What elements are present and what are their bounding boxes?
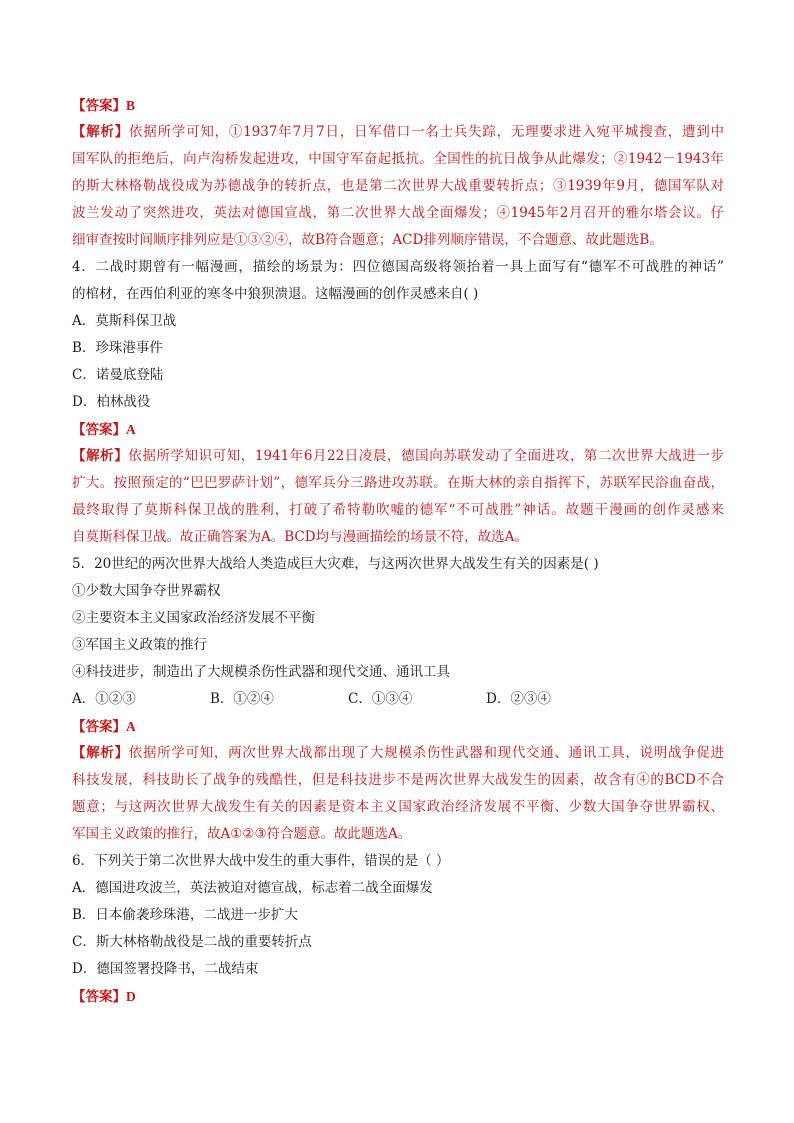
analysis-tag: 【解析】	[72, 745, 129, 761]
option-d: D．②③④	[486, 691, 551, 707]
answer-line	[72, 92, 724, 119]
option-b: B．①②④	[210, 691, 274, 707]
option-c: C．斯大林格勒战役是二战的重要转折点	[72, 934, 312, 950]
statement-item: ②主要资本主义国家政治经济发展不平衡	[72, 610, 315, 626]
analysis-line: 扩大。按照预定的“巴巴罗萨计划”，德军兵分三路进攻苏联。在斯大林的亲自指挥下，苏联军民浴血奋战，	[72, 475, 724, 491]
answer-line	[72, 416, 724, 443]
option-b: B．珍珠港事件	[72, 340, 163, 356]
answer-value: A	[126, 422, 136, 437]
analysis-line: 波兰发动了突然进攻，英法对德国宣战，第二次世界大战全面爆发；④1945年2月召开的雅尔塔会议。仔	[72, 205, 724, 221]
analysis-line: 的斯大林格勒战役成为苏德战争的转折点，也是第二次世界大战重要转折点；③1939年9月，德国军队对	[72, 178, 724, 194]
analysis-line: 科技发展，科技助长了战争的残酷性，但是科技进步不是两次世界大战发生的因素，故含有④的BCD不合	[72, 772, 724, 788]
option-c: C．诺曼底登陆	[72, 367, 164, 383]
analysis-line: 题意；与这两次世界大战发生有关的因素是资本主义国家政治经济发展不平衡、少数大国争夺世界霸权、	[72, 799, 724, 815]
answer-line	[72, 983, 724, 1010]
answer-tag: 【答案】	[72, 989, 126, 1005]
question-stem: 4．二战时期曾有一幅漫画，描绘的场景为：四位德国高级将领抬着一具上面写有“德军不可战胜的神话”	[72, 259, 724, 275]
analysis-line: 军国主义政策的推行，故A①②③符合题意。故此题选A。	[72, 826, 412, 842]
analysis-text: 依据所学知识可知，1941年6月22日凌晨，德国向苏联发动了全面进攻，第二次世界大战进一步	[128, 448, 725, 464]
analysis-text: 依据所学可知，两次世界大战都出现了大规模杀伤性武器和现代交通、通讯工具，说明战争促进	[128, 745, 725, 761]
analysis-tag: 【解析】	[72, 448, 129, 464]
option-d: D．德国签署投降书，二战结束	[72, 961, 259, 977]
document-page	[72, 92, 724, 1010]
analysis-line	[72, 119, 724, 146]
answer-tag: 【答案】	[72, 422, 126, 438]
option-a: A．莫斯科保卫战	[72, 313, 177, 329]
option-a: A．①②③	[72, 691, 136, 707]
option-b: B．日本偷袭珍珠港，二战进一步扩大	[72, 907, 298, 923]
analysis-line	[72, 740, 724, 767]
statement-item: ④科技进步，制造出了大规模杀伤性武器和现代交通、通讯工具	[72, 664, 450, 680]
answer-value: D	[126, 989, 136, 1004]
statement-item: ①少数大国争夺世界霸权	[72, 583, 221, 599]
question-stem: 5．20世纪的两次世界大战给人类造成巨大灾难，与这两次世界大战发生有关的因素是( )	[72, 556, 599, 572]
answer-value: B	[126, 98, 136, 113]
analysis-text: 依据所学可知，①1937年7月7日，日军借口一名士兵失踪，无理要求进入宛平城搜查，遭到中	[129, 124, 724, 140]
analysis-line	[72, 443, 724, 470]
option-a: A．德国进攻波兰，英法被迫对德宣战，标志着二战全面爆发	[72, 880, 433, 896]
option-d: D．柏林战役	[72, 394, 151, 410]
question-stem: 6．下列关于第二次世界大战中发生的重大事件，错误的是（ ）	[72, 853, 450, 869]
statement-item: ③军国主义政策的推行	[72, 637, 207, 653]
inline-options	[72, 686, 724, 713]
answer-tag: 【答案】	[72, 98, 126, 114]
answer-line	[72, 713, 724, 740]
analysis-tag: 【解析】	[72, 124, 130, 140]
analysis-line: 最终取得了莫斯科保卫战的胜利，打破了希特勒吹嘘的德军“不可战胜”神话。故题干漫画的创作灵感来	[72, 502, 724, 518]
analysis-line: 自莫斯科保卫战。故正确答案为A。BCD均与漫画描绘的场景不符，故选A。	[72, 529, 528, 545]
analysis-line: 国军队的拒绝后，向卢沟桥发起进攻，中国守军奋起抵抗。全国性的抗日战争从此爆发；②1942－1943年	[72, 151, 724, 167]
answer-tag: 【答案】	[72, 719, 126, 735]
question-stem: 的棺材，在西伯利亚的寒冬中狼狈溃退。这幅漫画的创作灵感来自( )	[72, 286, 479, 302]
option-c: C．①③④	[348, 691, 413, 707]
analysis-line: 细审查按时间顺序排列应是①③②④，故B符合题意；ACD排列顺序错误，不合题意、故此题选B。	[72, 232, 663, 248]
answer-value: A	[126, 719, 136, 734]
